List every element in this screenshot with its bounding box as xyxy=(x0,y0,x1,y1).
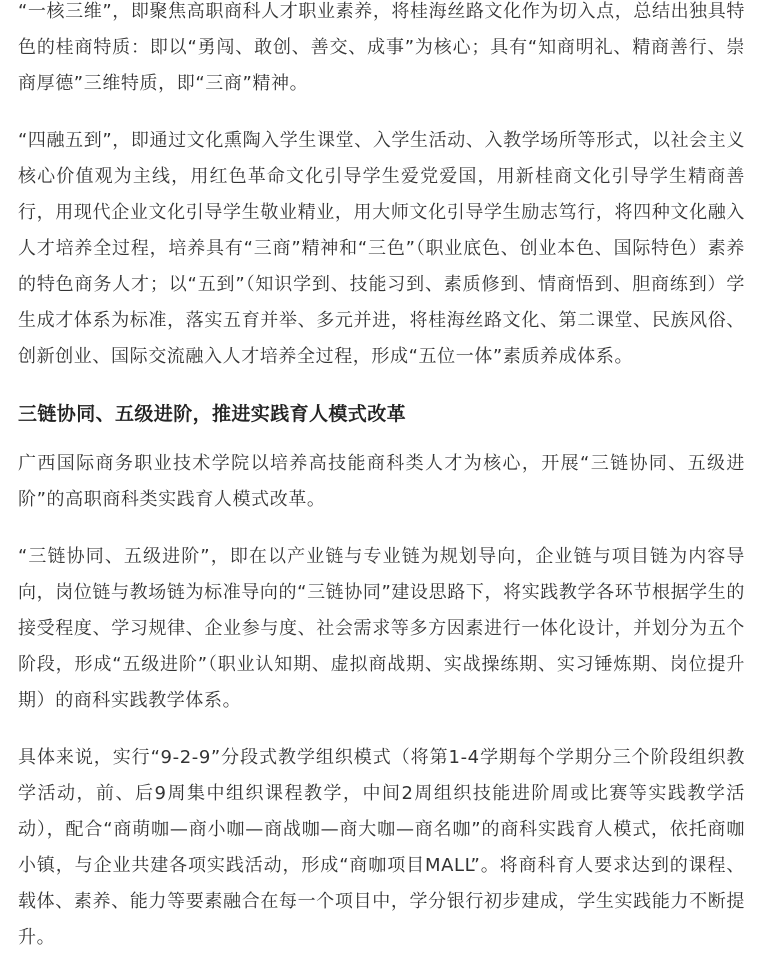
paragraph-three-chains-five-levels: “三链协同、五级进阶”，即在以产业链与专业链为规划导向，企业链与项目链为内容导向，岗位链与教场链为标准导向的“三链协同”建设思路下，将实践教学各环节根据学生的接受程度、学习规律、企业参与度、社会需求等多方因素进行一体化设计，并划分为五个阶段，形成“五级进阶”（职业认知期、虚拟商战期、实战操练期、实习锤炼期、岗位提升期）的商科实践教学体系。 xyxy=(18,546,745,711)
paragraph-9-2-9-model: 具体来说，实行“9-2-9”分段式教学组织模式（将第1-4学期每个学期分三个阶段组织教学活动，前、后9周集中组织课程教学，中间2周组织技能进阶周或比赛等实践教学活动），配合“商萌咖—商小咖—商战咖—商大咖—商名咖”的商科实践育人模式，依托商咖小镇，与企业共建各项实践活动，形成“商咖项目MALL”。将商科育人要求达到的课程、载体、素养、能力等要素融合在每一个项目中，学分银行初步建成，学生实践能力不断提升。 xyxy=(18,747,745,948)
article-body xyxy=(18,0,745,977)
paragraph-college-intro: 广西国际商务职业技术学院以培养高技能商科类人才为核心，开展“三链协同、五级进阶”的高职商科类实践育人模式改革。 xyxy=(18,453,745,510)
paragraph-one-core-three-dimensions: “一核三维”，即聚焦高职商科人才职业素养，将桂海丝路文化作为切入点，总结出独具特色的桂商特质：即以“勇闯、敢创、善交、成事”为核心；具有“知商明礼、精商善行、崇商厚德”三维特质，即“三商”精神。 xyxy=(18,1,745,94)
section-heading: 三链协同、五级进阶，推进实践育人模式改革 xyxy=(18,403,407,425)
paragraph-four-integrations-five-arrivals: “四融五到”，即通过文化熏陶入学生课堂、入学生活动、入教学场所等形式，以社会主义核心价值观为主线，用红色革命文化引导学生爱党爱国，用新桂商文化引导学生精商善行，用现代企业文化引导学生敬业精业，用大师文化引导学生励志笃行，将四种文化融入人才培养全过程，培养具有“三商”精神和“三色”（职业底色、创业本色、国际特色）素养的特色商务人才；以“五到”（知识学到、技能习到、素质修到、情商悟到、胆商练到）学生成才体系为标准，落实五育并举、多元并进，将桂海丝路文化、第二课堂、民族风俗、创新创业、国际交流融入人才培养全过程，形成“五位一体”素质养成体系。 xyxy=(18,130,745,367)
